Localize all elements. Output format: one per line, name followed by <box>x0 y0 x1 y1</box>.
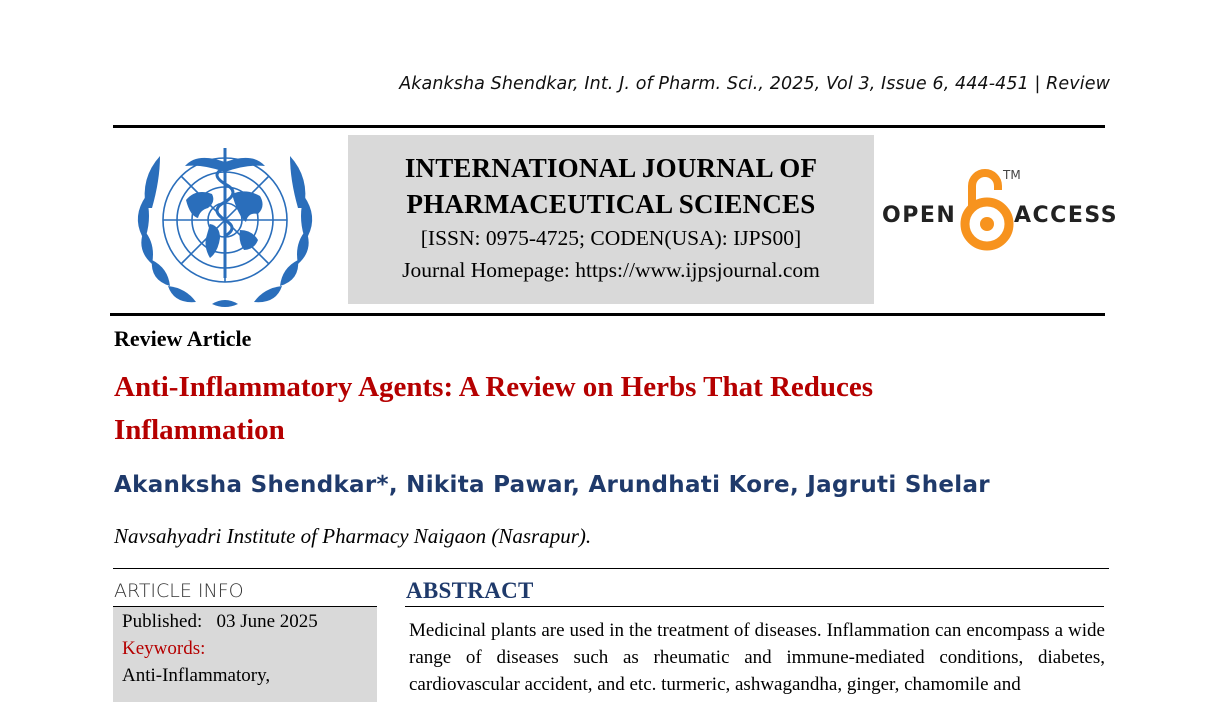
open-access-logo <box>880 166 1119 252</box>
journal-title-line-2: PHARMACEUTICAL SCIENCES <box>406 189 816 219</box>
abstract-text: Medicinal plants are used in the treatment of diseases. Inflammation can encompass a wide range of diseases such as rheumatic and immune-mediated conditions, diabetes, cardiovascular accident, and etc. turmeric, ashwagandha, ginger, chamomile and <box>409 620 1105 695</box>
section-divider <box>113 568 1109 569</box>
article-title: Anti-Inflammatory Agents: A Review on Herbs That Reduces Inflammation <box>114 371 874 446</box>
un-emblem-logo <box>124 138 326 308</box>
published-label: Published: <box>122 611 203 632</box>
journal-issn: [ISSN: 0975-4725; CODEN(USA): IJPS00] <box>420 226 802 250</box>
published-row <box>122 611 318 633</box>
article-info-box <box>113 606 377 702</box>
keyword-item: Anti-Inflammatory, <box>122 665 271 686</box>
open-access-open-text: OPEN <box>882 203 957 228</box>
abstract-heading: ABSTRACT <box>406 578 534 603</box>
keywords-label: Keywords: <box>122 638 206 659</box>
header-bottom-rule <box>110 313 1105 316</box>
article-type: Review Article <box>114 326 252 351</box>
published-date: 03 June 2025 <box>216 611 318 632</box>
trademark-mark: TM <box>1003 168 1021 182</box>
header-top-rule <box>113 125 1105 128</box>
author-affiliation: Navsahyadri Institute of Pharmacy Naigaon (Nasrapur). <box>114 524 592 548</box>
author-list: Akanksha Shendkar*, Nikita Pawar, Arundhati Kore, Jagruti Shelar <box>114 472 990 498</box>
journal-info-box <box>348 135 874 304</box>
journal-homepage[interactable]: Journal Homepage: https://www.ijpsjournal.com <box>402 258 820 282</box>
open-access-access-text: ACCESS <box>1014 203 1119 228</box>
abstract-rule <box>405 606 1104 607</box>
running-header: Akanksha Shendkar, Int. J. of Pharm. Sci., 2025, Vol 3, Issue 6, 444-451 | Review <box>399 74 1110 94</box>
journal-title-line-1: INTERNATIONAL JOURNAL OF <box>404 153 818 183</box>
article-info-heading: ARTICLE INFO <box>114 580 244 602</box>
